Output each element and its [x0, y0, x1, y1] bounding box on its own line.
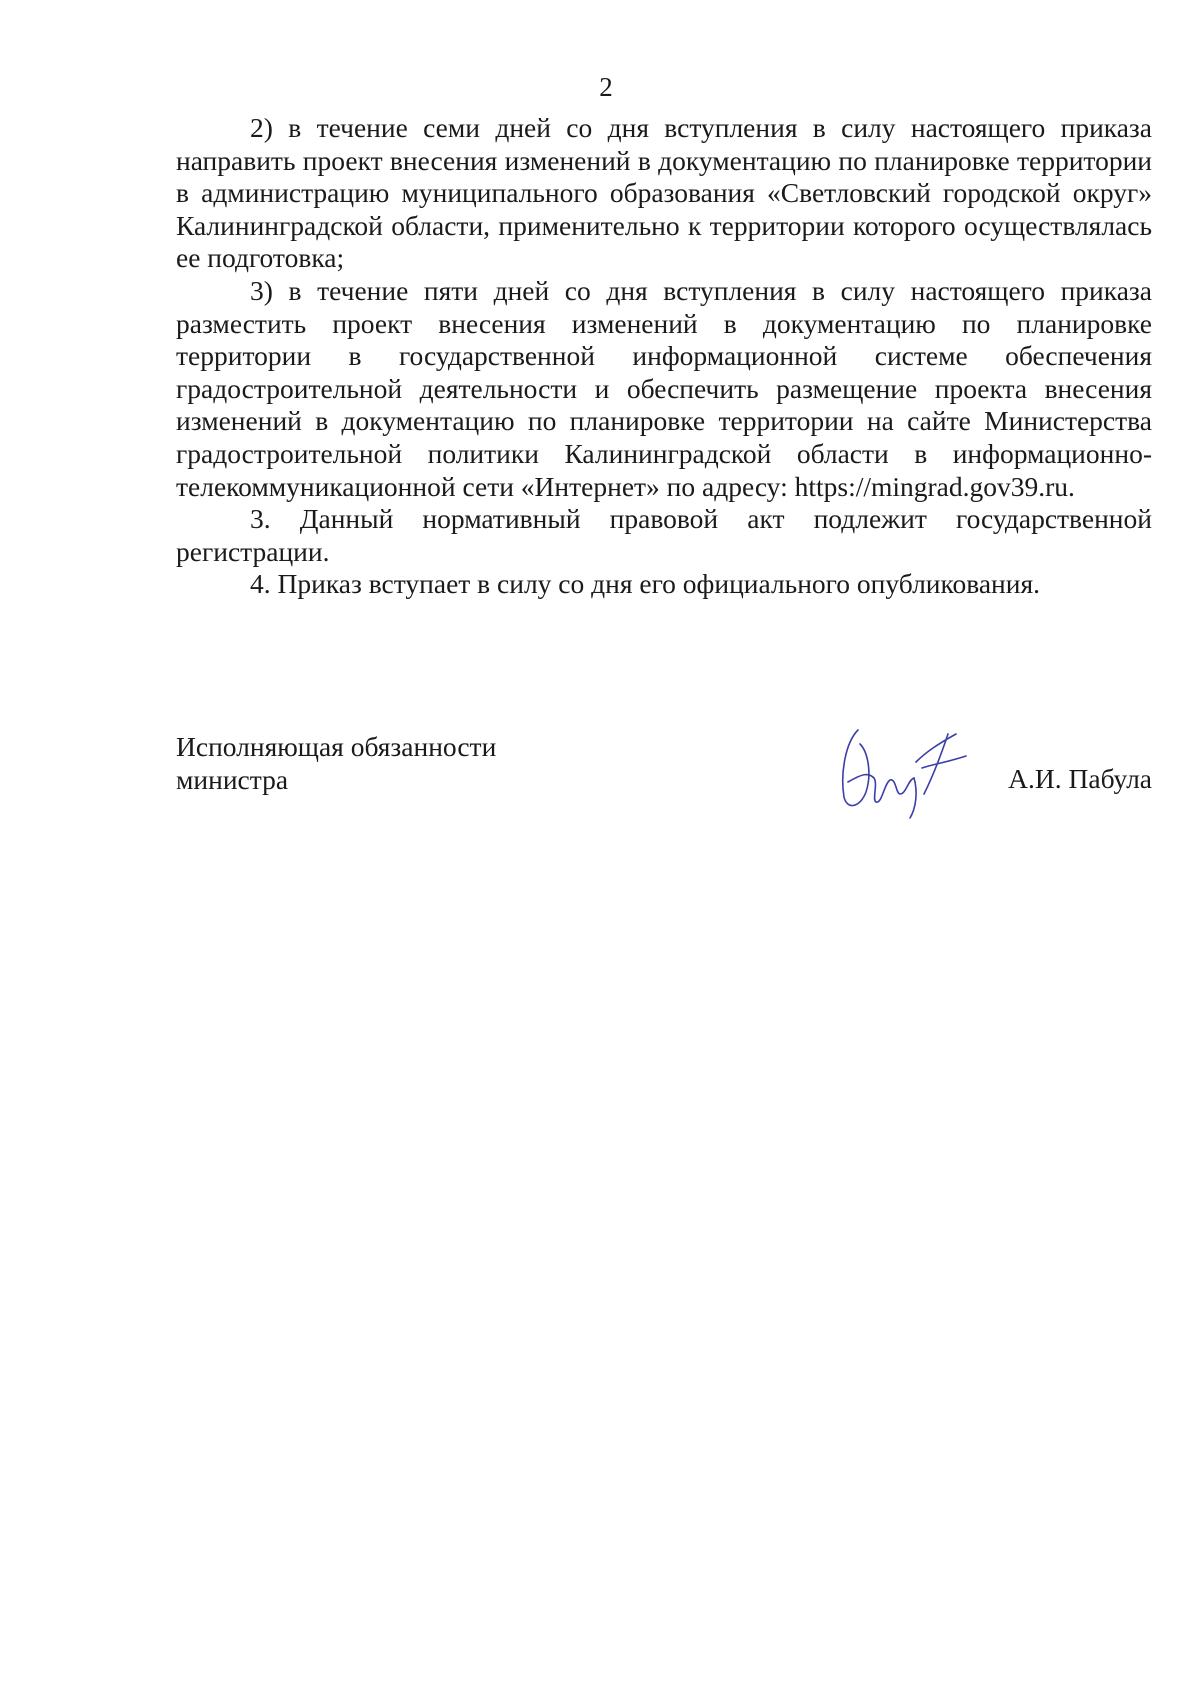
signatory-position-line2: министра — [176, 764, 289, 795]
signatory-position-line1: Исполняющая обязанности — [176, 731, 497, 762]
paragraph-item-2: 2) в течение семи дней со дня вступления в силу настоящего приказа направить проект внесения изменений в документацию по планировке территории в администрацию муниципального образования «Светловский городской округ» Калининградской области, применительно к территории которого осуществлялась ее подготовка; — [176, 112, 1152, 274]
paragraph-point-3: 3. Данный нормативный правовой акт подлежит государственной регистрации. — [176, 503, 1152, 567]
handwritten-signature — [838, 722, 978, 822]
signatory-name: А.И. Пабула — [1008, 763, 1152, 794]
document-body — [176, 112, 1152, 601]
paragraph-point-4: 4. Приказ вступает в силу со дня его официального опубликования. — [250, 568, 1041, 600]
signatory-position — [176, 730, 496, 796]
paragraph-item-3: 3) в течение пяти дней со дня вступления в силу настоящего приказа разместить проект внесения изменений в документацию по планировке территории в государственной информационной системе обеспечения градостроительной деятельности и обеспечить размещение проекта внесения изменений в документацию по планировке территории на сайте Министерства градостроительной политики Калининградской области в информационно-телекоммуникационной сети «Интернет» по адресу: https://mingrad.gov39.ru. — [176, 274, 1152, 502]
page-number: 2 — [599, 72, 613, 102]
